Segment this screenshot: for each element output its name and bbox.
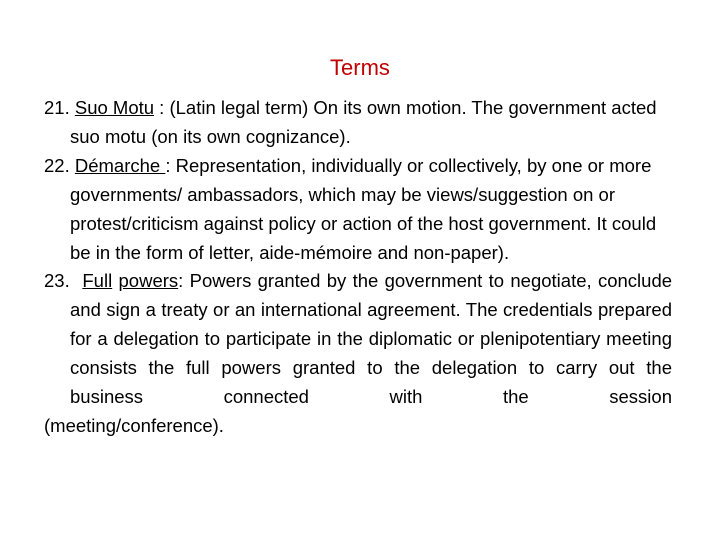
term-number: 21. <box>44 97 70 118</box>
term-number: 23. <box>44 270 70 292</box>
term-separator: : <box>178 270 190 292</box>
term-item-22 <box>44 152 672 268</box>
term-name-part2: powers <box>118 270 179 292</box>
term-item-23 <box>44 267 672 440</box>
term-name-part1: Full <box>82 270 113 292</box>
term-definition: Powers granted by the government to negotiate, conclude and sign a treaty or an international agreement. The credentials prepared for a delegation to participate in the diplomatic or plenipotentiary meeting consists the full powers granted to the delegation to carry out the business connected with the session <box>70 270 673 408</box>
term-definition-end: (meeting/conference). <box>44 414 224 436</box>
term-number: 22. <box>44 154 70 176</box>
term-separator: : <box>165 154 176 176</box>
slide-title: Terms <box>330 55 390 80</box>
term-item-21 <box>44 94 672 152</box>
term-separator: : <box>154 97 170 118</box>
term-name: Démarche <box>74 154 166 176</box>
term-name: Suo Motu <box>74 97 155 118</box>
term-definition: (Latin legal term) On its own motion. The government acted suo motu (on its own cognizance). <box>70 97 657 147</box>
term-definition: Representation, individually or collectively, by one or more governments/ ambassadors, which may be views/suggestion on or protest/criticism against policy or action of the host government. It could be in the form of letter, aide-mémoire and non-paper). <box>70 154 657 263</box>
terms-list <box>44 94 672 441</box>
